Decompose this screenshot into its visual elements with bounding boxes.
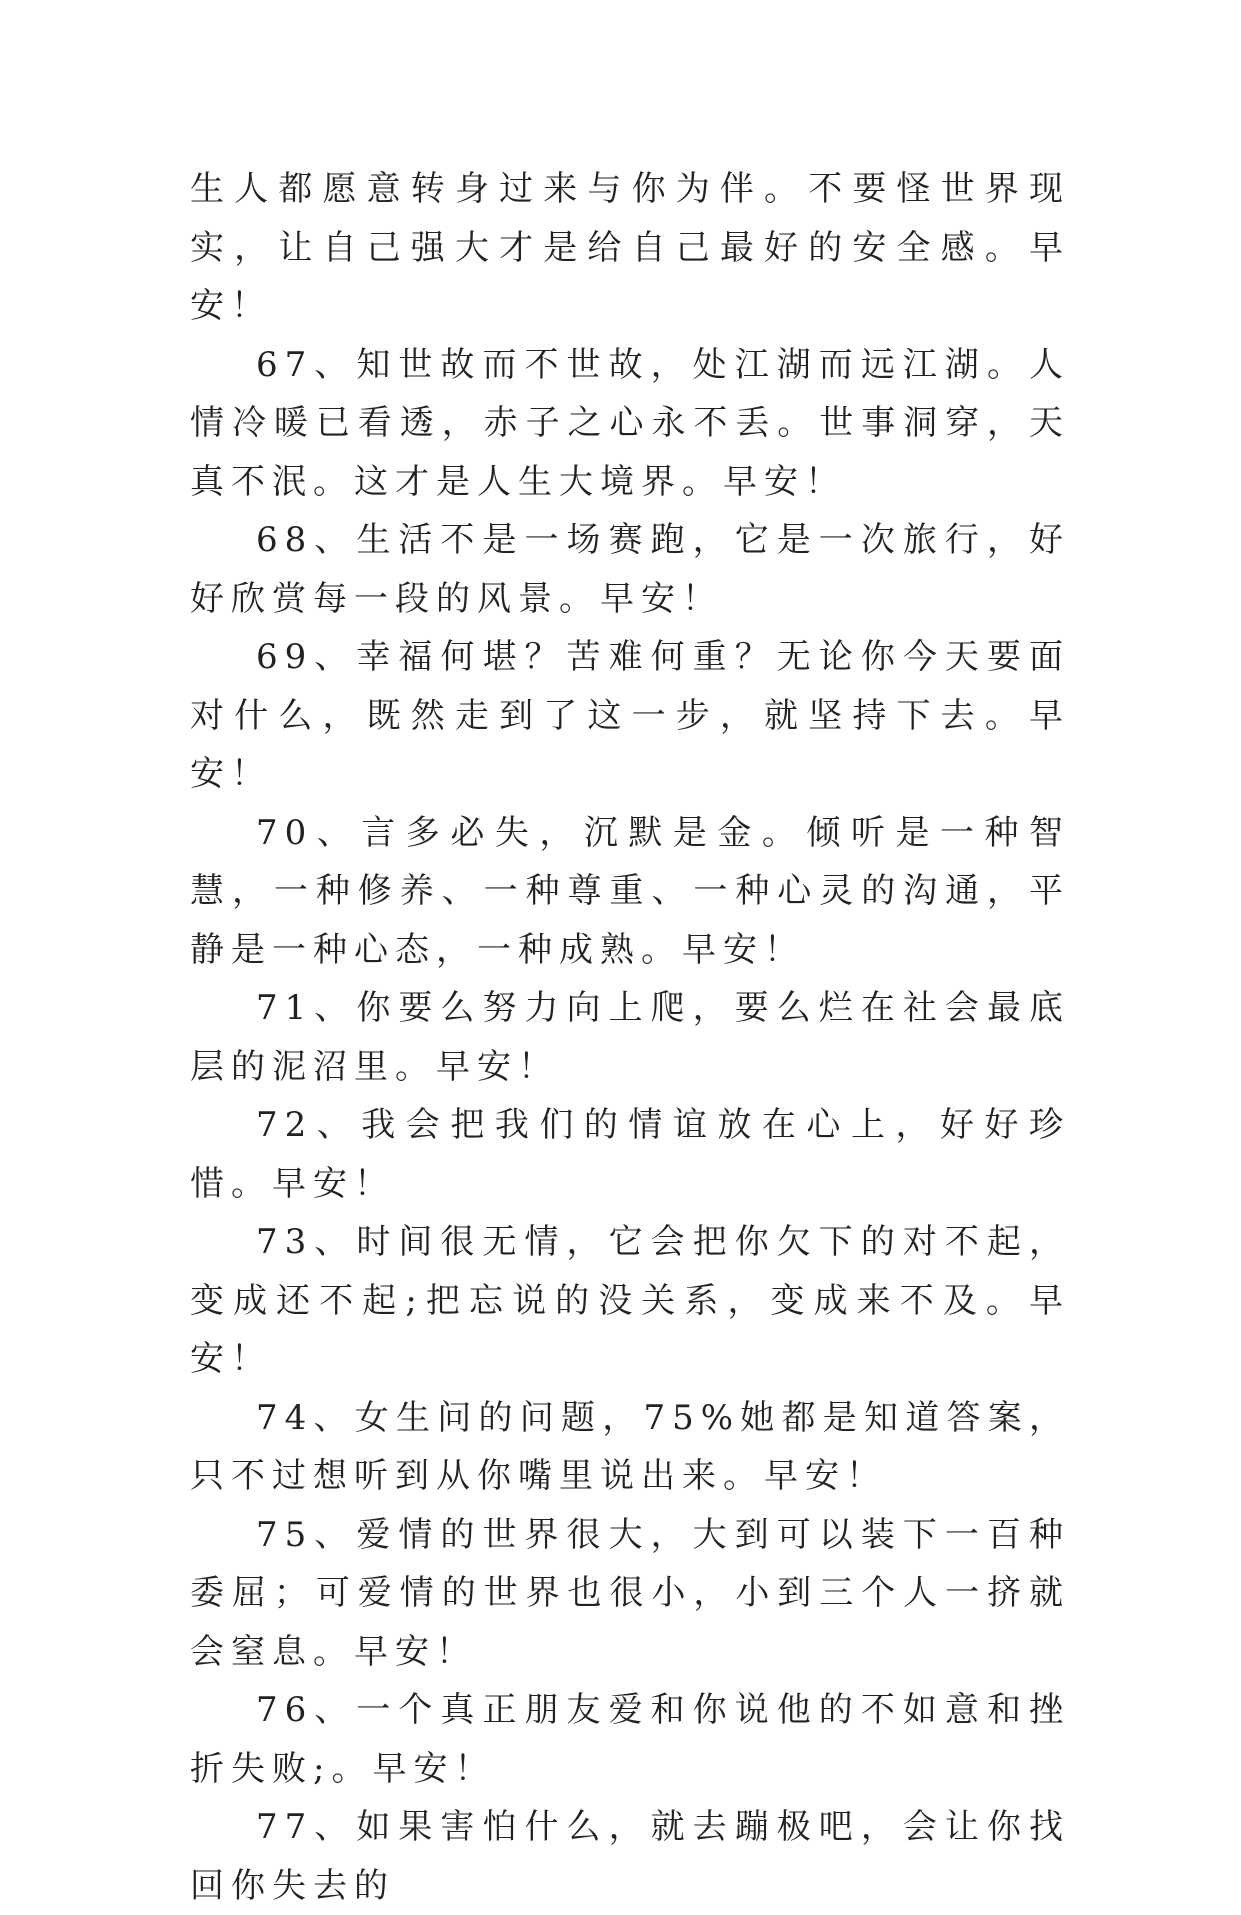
paragraph-item-74: 74、女生问的问题，75%她都是知道答案，只不过想听到从你嘴里说出来。早安！ [190,1397,1070,1496]
paragraph-item-73: 73、时间很无情，它会把你欠下的对不起，变成还不起;把忘说的没关系，变成来不及。早安！ [190,1222,1070,1379]
paragraph-item-70: 70、言多必失，沉默是金。倾听是一种智慧，一种修养、一种尊重、一种心灵的沟通，平静是一种心态，一种成熟。早安！ [190,812,1070,970]
paragraph-item-67: 67、知世故而不世故，处江湖而远江湖。人情冷暖已看透，赤子之心永不丢。世事洞穿，天真不泯。这才是人生大境界。早安！ [190,344,1070,502]
paragraph-item-69: 69、幸福何堪？苦难何重？无论你今天要面对什么，既然走到了这一步，就坚持下去。早安！ [190,637,1070,794]
paragraph-item-71: 71、你要么努力向上爬，要么烂在社会最底层的泥沼里。早安！ [190,988,1070,1087]
paragraph-item-68: 68、生活不是一场赛跑，它是一次旅行，好好欣赏每一段的风景。早安！ [190,520,1070,619]
paragraph-item-76: 76、一个真正朋友爱和你说他的不如意和挫折失败;。早安！ [190,1690,1070,1789]
paragraph-item-75: 75、爱情的世界很大，大到可以装下一百种委屈；可爱情的世界也很小，小到三个人一挤就会窒息。早安！ [190,1514,1070,1672]
paragraph: 生人都愿意转身过来与你为伴。不要怪世界现实，让自己强大才是给自己最好的安全感。早安！ [190,169,1070,326]
paragraph-item-77: 77、如果害怕什么，就去蹦极吧，会让你找回你失去的 [190,1807,1070,1906]
document-body [190,160,1070,1915]
paragraph-item-72: 72、我会把我们的情谊放在心上，好好珍惜。早安！ [190,1105,1070,1204]
